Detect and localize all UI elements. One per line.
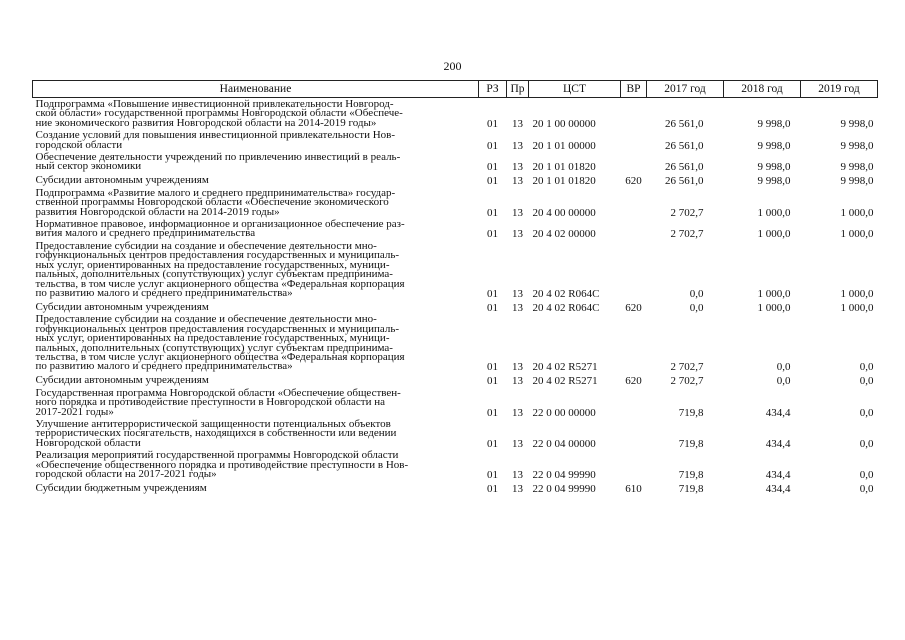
table-row <box>33 187 878 218</box>
row-pr: 13 <box>512 375 523 388</box>
row-value-2018: 1 000,0 <box>757 206 791 219</box>
table-row <box>33 480 878 494</box>
row-name: Предоставление субсидии на создание и обеспечение деятельности мно- гофункциональных центров предоставления государственных и муниципаль- ных услуг, ориентированных на предоставление государственных, муници- пальных, дополнительных (сопутствующих) услуг субъектам предпринима- тельства, в том числе услуг акционерного общества «Федеральная корпорация по развитию малого и среднего предпринимательства» <box>35 239 405 299</box>
row-rz: 01 <box>487 361 498 374</box>
row-name: Государственная программа Новгородской области «Обеспечение обществен- ного порядка и противодействие преступности в Новгородской области на 2017-2021 годы» <box>35 386 401 418</box>
row-value-2019: 0,0 <box>859 437 874 450</box>
row-value-2017: 0,0 <box>689 287 704 300</box>
budget-table <box>32 80 878 494</box>
table-row <box>33 151 878 173</box>
row-value-2019: 9 998,0 <box>840 117 874 130</box>
row-rz: 01 <box>487 206 498 219</box>
row-name: Создание условий для повышения инвестиционной привлекательности Нов- городской области <box>35 129 396 151</box>
row-vr <box>621 187 647 218</box>
table-row <box>33 240 878 299</box>
row-value-2019: 0,0 <box>859 406 874 419</box>
row-vr: 620 <box>625 301 642 314</box>
row-cst: 20 4 02 00000 <box>532 228 596 241</box>
row-rz: 01 <box>487 117 498 130</box>
row-cst: 20 1 00 00000 <box>532 117 596 130</box>
row-cst: 20 4 02 R5271 <box>532 361 598 374</box>
row-vr <box>621 387 647 418</box>
header-rz: РЗ <box>479 81 507 98</box>
table-row <box>33 218 878 240</box>
row-value-2019: 9 998,0 <box>840 139 874 152</box>
row-value-2017: 2 702,7 <box>670 228 704 241</box>
row-value-2018: 0,0 <box>776 375 791 388</box>
row-value-2017: 719,8 <box>678 437 704 450</box>
row-cst: 20 4 02 R064C <box>532 287 600 300</box>
row-vr <box>621 218 647 240</box>
row-value-2018: 9 998,0 <box>757 139 791 152</box>
row-value-2018: 9 998,0 <box>757 161 791 174</box>
row-pr: 13 <box>512 301 523 314</box>
row-rz: 01 <box>487 228 498 241</box>
header-2017: 2017 год <box>647 81 724 98</box>
row-name: Предоставление субсидии на создание и обеспечение деятельности мно- гофункциональных центров предоставления государственных и муниципаль- ных услуг, ориентированных на предоставление государственных, муници- пальных, дополнительных (сопутствующих) услуг субъектам предпринима- тельства, в том числе услуг акционерного общества «Федеральная корпорация по развитию малого и среднего предпринимательства» <box>35 313 405 373</box>
row-pr: 13 <box>512 406 523 419</box>
row-vr: 620 <box>625 175 642 188</box>
row-name: Обеспечение деятельности учреждений по привлечению инвестиций в реаль- ный сектор экономики <box>35 151 401 173</box>
row-value-2018: 434,4 <box>765 406 791 419</box>
row-value-2019: 0,0 <box>859 375 874 388</box>
row-value-2018: 9 998,0 <box>757 175 791 188</box>
row-pr: 13 <box>512 437 523 450</box>
header-vr: ВР <box>621 81 647 98</box>
row-pr: 13 <box>512 469 523 481</box>
row-value-2019: 0,0 <box>859 469 874 481</box>
row-value-2017: 0,0 <box>689 301 704 314</box>
row-pr: 13 <box>512 161 523 174</box>
table-row <box>33 387 878 418</box>
row-vr <box>621 449 647 480</box>
row-value-2019: 1 000,0 <box>840 301 874 314</box>
row-cst: 22 0 00 00000 <box>532 406 596 419</box>
header-2019: 2019 год <box>801 81 878 98</box>
row-value-2019: 9 998,0 <box>840 161 874 174</box>
row-cst: 20 1 01 01820 <box>532 175 596 188</box>
row-name: Субсидии бюджетным учреждениям <box>35 482 207 494</box>
row-value-2018: 434,4 <box>765 437 791 450</box>
row-pr: 13 <box>512 287 523 300</box>
row-value-2017: 26 561,0 <box>665 117 704 130</box>
row-cst: 22 0 04 00000 <box>532 437 596 450</box>
row-value-2017: 2 702,7 <box>670 206 704 219</box>
row-name: Субсидии автономным учреждениям <box>35 374 209 387</box>
row-pr: 13 <box>512 483 523 495</box>
page-number: 200 <box>443 59 462 73</box>
row-pr: 13 <box>512 175 523 188</box>
row-cst: 20 1 01 00000 <box>532 139 596 152</box>
row-vr <box>621 98 647 130</box>
row-value-2017: 2 702,7 <box>670 361 704 374</box>
row-rz: 01 <box>487 301 498 314</box>
row-cst: 22 0 04 99990 <box>532 483 596 495</box>
row-value-2018: 434,4 <box>765 469 791 481</box>
row-cst: 22 0 04 99990 <box>532 469 596 481</box>
row-value-2018: 1 000,0 <box>757 228 791 241</box>
row-value-2019: 1 000,0 <box>840 287 874 300</box>
row-name: Реализация мероприятий государственной программы Новгородской области «Обеспечение общественного порядка и противодействие преступности в Нов- городской области на 2017-2021 годы» <box>35 449 409 480</box>
row-vr: 620 <box>625 375 642 388</box>
row-value-2018: 9 998,0 <box>757 117 791 130</box>
row-cst: 20 4 02 R064C <box>532 301 600 314</box>
row-value-2019: 9 998,0 <box>840 175 874 188</box>
row-value-2017: 2 702,7 <box>670 375 704 388</box>
row-pr: 13 <box>512 228 523 241</box>
row-value-2019: 1 000,0 <box>840 206 874 219</box>
row-rz: 01 <box>487 139 498 152</box>
row-vr <box>621 129 647 151</box>
table-header-row <box>33 81 878 98</box>
row-value-2017: 26 561,0 <box>665 175 704 188</box>
row-value-2018: 1 000,0 <box>757 301 791 314</box>
row-rz: 01 <box>487 483 498 495</box>
row-value-2018: 0,0 <box>776 361 791 374</box>
row-rz: 01 <box>487 406 498 419</box>
row-value-2018: 1 000,0 <box>757 287 791 300</box>
table-row <box>33 98 878 130</box>
row-value-2017: 26 561,0 <box>665 139 704 152</box>
header-name: Наименование <box>33 81 479 98</box>
row-rz: 01 <box>487 161 498 174</box>
row-pr: 13 <box>512 117 523 130</box>
row-name: Подпрограмма «Развитие малого и среднего предпринимательства» государ- ственной программы Новгородской области «Обеспечение экономического развития Новгородской области на 2014-2019 годы» <box>35 186 396 218</box>
table-row <box>33 173 878 187</box>
row-vr <box>621 240 647 299</box>
row-value-2017: 719,8 <box>678 469 704 481</box>
row-value-2017: 26 561,0 <box>665 161 704 174</box>
row-cst: 20 4 02 R5271 <box>532 375 598 388</box>
row-rz: 01 <box>487 437 498 450</box>
row-rz: 01 <box>487 175 498 188</box>
row-pr: 13 <box>512 139 523 152</box>
header-2018: 2018 год <box>724 81 801 98</box>
row-vr: 610 <box>625 483 642 495</box>
row-vr <box>621 418 647 449</box>
row-value-2017: 719,8 <box>678 483 704 495</box>
row-value-2019: 0,0 <box>859 483 874 495</box>
row-pr: 13 <box>512 206 523 219</box>
header-pr: Пр <box>507 81 529 98</box>
table-row <box>33 313 878 372</box>
row-cst: 20 4 00 00000 <box>532 206 596 219</box>
row-name: Улучшение антитеррористической защищенности потенциальных объектов террористических посягательств, находящихся в собственности или ведении Новгородской области <box>35 417 397 449</box>
row-name: Подпрограмма «Повышение инвестиционной привлекательности Новгород- ской области» государственной программы Новгородской области «Обеспече- ние экономического развития Новгородской области на 2014-2019 годы» <box>35 98 403 129</box>
table-row <box>33 129 878 151</box>
table-row <box>33 449 878 480</box>
row-value-2018: 434,4 <box>765 483 791 495</box>
row-vr <box>621 313 647 372</box>
row-value-2019: 0,0 <box>859 361 874 374</box>
row-cst: 20 1 01 01820 <box>532 161 596 174</box>
row-value-2019: 1 000,0 <box>840 228 874 241</box>
table-row <box>33 418 878 449</box>
table-row <box>33 299 878 313</box>
row-rz: 01 <box>487 469 498 481</box>
row-name: Нормативное правовое, информационное и организационное обеспечение раз- вития малого и среднего предпринимательства <box>35 218 405 240</box>
row-name: Субсидии автономным учреждениям <box>35 174 209 187</box>
table-row <box>33 373 878 387</box>
row-name: Субсидии автономным учреждениям <box>35 300 209 313</box>
header-cst: ЦСТ <box>529 81 621 98</box>
row-rz: 01 <box>487 287 498 300</box>
row-rz: 01 <box>487 375 498 388</box>
row-vr <box>621 151 647 173</box>
row-pr: 13 <box>512 361 523 374</box>
row-value-2017: 719,8 <box>678 406 704 419</box>
